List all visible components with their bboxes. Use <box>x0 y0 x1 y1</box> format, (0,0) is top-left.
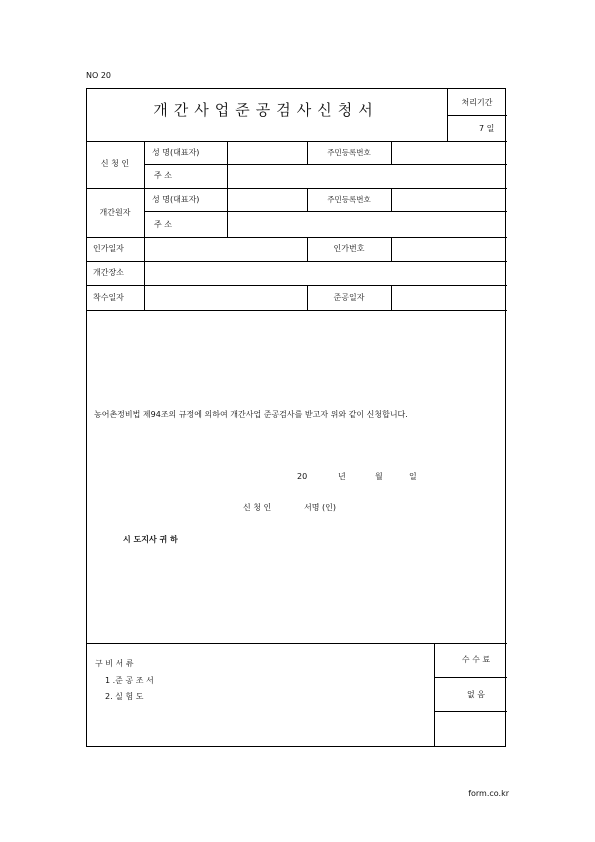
date-month: 월 <box>375 472 383 481</box>
applicant-name-field[interactable] <box>228 142 307 164</box>
developer-address-label: 주 소 <box>154 220 172 229</box>
completion-date-field[interactable] <box>392 286 506 310</box>
applicant-id-field[interactable] <box>392 142 506 164</box>
signature-seal[interactable]: 서명 (인) <box>304 503 336 512</box>
applicant-address-field[interactable] <box>228 165 506 188</box>
start-date-label: 착수일자 <box>93 293 124 302</box>
recipient: 시 도지사 귀 하 <box>123 535 178 544</box>
document-item-2: 2. 실 험 도 <box>105 692 144 701</box>
fee-value: 없 음 <box>467 690 485 699</box>
applicant-section-label: 신 청 인 <box>100 159 130 168</box>
fee-label: 수 수 료 <box>461 655 491 664</box>
applicant-id-label: 주민등록번호 <box>327 148 371 157</box>
permit-date-field[interactable] <box>145 238 307 261</box>
processing-label: 처리기간 <box>461 98 493 107</box>
developer-name-label: 성 명(대표자) <box>152 195 200 204</box>
document-item-1: 1 .준 공 조 서 <box>105 676 154 685</box>
location-field[interactable] <box>145 262 506 285</box>
applicant-address-label: 주 소 <box>154 171 172 180</box>
date-year-prefix: 20 <box>297 472 308 481</box>
start-date-field[interactable] <box>145 286 307 310</box>
form-number: NO 20 <box>86 71 112 80</box>
documents-header: 구 비 서 류 <box>95 659 134 668</box>
developer-name-field[interactable] <box>228 189 307 211</box>
developer-section-label: 개간원자 <box>99 208 131 217</box>
developer-id-field[interactable] <box>392 189 506 211</box>
permit-date-label: 인가일자 <box>93 244 124 253</box>
application-statement: 농어촌정비법 제94조의 규정에 의하여 개간사업 준공검사를 받고자 위와 같이 신청합니다. <box>94 410 408 419</box>
processing-value: 7 일 <box>479 124 495 133</box>
completion-date-label: 준공일자 <box>333 293 365 302</box>
permit-number-label: 인가번호 <box>333 244 365 253</box>
permit-number-field[interactable] <box>392 238 506 261</box>
developer-id-label: 주민등록번호 <box>327 195 371 204</box>
location-label: 개간장소 <box>93 268 124 277</box>
date-day: 일 <box>409 472 417 481</box>
date-year: 년 <box>338 472 346 481</box>
developer-address-field[interactable] <box>228 212 506 237</box>
signature-label: 신 청 인 <box>243 503 272 512</box>
footer-site: form.co.kr <box>468 789 509 798</box>
form-title: 개간사업준공검사신청서 <box>153 101 379 119</box>
applicant-name-label: 성 명(대표자) <box>152 148 200 157</box>
